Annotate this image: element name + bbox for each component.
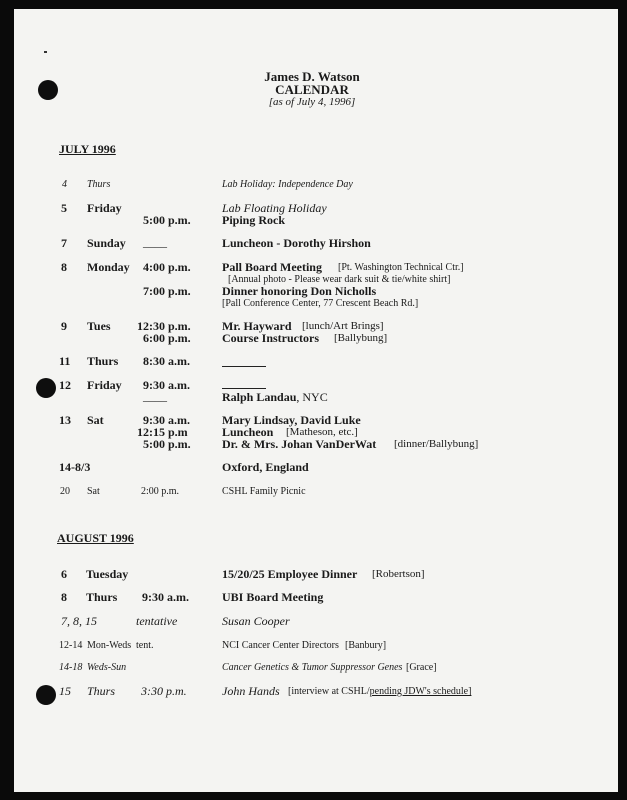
august-heading: AUGUST 1996 xyxy=(57,531,134,545)
jul14-desc: Oxford, England xyxy=(222,460,309,474)
jul12-time2: ____ xyxy=(143,389,167,403)
jul9-dow: Tues xyxy=(87,319,111,333)
aug15-desc: John Hands xyxy=(222,684,280,698)
aug1214-dow: Mon-Weds xyxy=(87,640,132,651)
punch-hole-middle xyxy=(36,378,56,398)
jul7-dow: Sunday xyxy=(87,236,126,250)
jul8-desc2: Dinner honoring Don Nicholls xyxy=(222,284,377,298)
jul14-day: 14-8/3 xyxy=(59,460,91,474)
aug7815-status: tentative xyxy=(136,614,178,628)
jul12-desc2: Ralph Landau xyxy=(222,390,297,404)
aug6-desc: 15/20/25 Employee Dinner xyxy=(222,567,358,581)
aug1214-status: tent. xyxy=(136,640,154,651)
jul11-blank-line xyxy=(222,366,266,367)
aug1418-desc: Cancer Genetics & Tumor Suppressor Genes xyxy=(222,662,403,673)
jul11-time: 8:30 a.m. xyxy=(143,354,190,368)
jul5-time2: 5:00 p.m. xyxy=(143,213,191,227)
jul9-note1: [lunch/Art Brings] xyxy=(302,320,384,332)
header-name: James D. Watson xyxy=(264,69,360,84)
jul11-dow: Thurs xyxy=(87,354,119,368)
header-title: CALENDAR xyxy=(275,82,349,97)
jul13-dow: Sat xyxy=(87,413,104,427)
aug6-note: [Robertson] xyxy=(372,568,425,580)
aug1418-dow: Weds-Sun xyxy=(87,662,127,673)
aug1418-day: 14-18 xyxy=(59,662,83,673)
jul12-note2: , NYC xyxy=(296,390,328,404)
aug8-desc: UBI Board Meeting xyxy=(222,590,324,604)
jul13-day: 13 xyxy=(59,413,71,427)
jul12-time1: 9:30 a.m. xyxy=(143,378,190,392)
aug8-time: 9:30 a.m. xyxy=(142,590,189,604)
jul8-time1: 4:00 p.m. xyxy=(143,260,191,274)
july-heading: JULY 1996 xyxy=(59,142,116,156)
aug1214-day: 12-14 xyxy=(59,640,83,651)
jul13-time3: 5:00 p.m. xyxy=(143,437,191,451)
jul4-day: 4 xyxy=(62,179,67,190)
jul9-day: 9 xyxy=(61,319,67,333)
punch-hole-bottom xyxy=(36,685,56,705)
jul7-day: 7 xyxy=(61,236,67,250)
aug15-note xyxy=(288,686,471,697)
aug15-dow: Thurs xyxy=(87,684,116,698)
aug6-day: 6 xyxy=(61,567,67,581)
calendar-page xyxy=(14,9,618,792)
jul13-time2: 12:15 p.m xyxy=(137,425,188,439)
jul20-time: 2:00 p.m. xyxy=(141,486,180,497)
aug1214-desc: NCI Cancer Center Directors xyxy=(222,640,339,651)
aug8-dow: Thurs xyxy=(86,590,118,604)
header-asof: [as of July 4, 1996] xyxy=(268,96,356,108)
jul12-line2 xyxy=(222,390,328,405)
jul7-desc: Luncheon - Dorothy Hirshon xyxy=(222,236,371,250)
aug8-day: 8 xyxy=(61,590,67,604)
jul5-dow: Friday xyxy=(87,201,122,215)
paper-speck xyxy=(44,51,47,53)
jul8-note1: [Pt. Washington Technical Ctr.] xyxy=(338,262,464,273)
jul20-day: 20 xyxy=(60,486,70,497)
aug15-note-a: [interview at CSHL/ xyxy=(288,686,370,697)
aug15-note-b: pending JDW's schedule] xyxy=(369,686,472,697)
jul12-blank-line xyxy=(222,388,266,389)
aug6-dow: Tuesday xyxy=(86,567,129,581)
aug7815-desc: Susan Cooper xyxy=(222,614,290,628)
jul5-desc1: Lab Floating Holiday xyxy=(222,201,327,215)
jul8-day: 8 xyxy=(61,260,67,274)
jul13-desc3: Dr. & Mrs. Johan VanDerWat xyxy=(222,437,377,451)
jul12-day: 12 xyxy=(59,378,71,392)
aug7815-day: 7, 8, 15 xyxy=(61,614,97,628)
jul13-desc1: Mary Lindsay, David Luke xyxy=(222,413,361,427)
jul20-dow: Sat xyxy=(87,486,100,497)
aug1418-note: [Grace] xyxy=(406,662,437,673)
jul11-day: 11 xyxy=(59,354,71,368)
jul8-time2: 7:00 p.m. xyxy=(143,284,191,298)
jul4-desc: Lab Holiday: Independence Day xyxy=(222,179,353,190)
aug15-time: 3:30 p.m. xyxy=(141,684,187,698)
jul13-time1: 9:30 a.m. xyxy=(143,413,190,427)
jul9-desc2: Course Instructors xyxy=(222,331,319,345)
jul9-note2: [Ballybung] xyxy=(334,332,388,344)
jul12-dow: Friday xyxy=(87,378,122,392)
jul5-desc2: Piping Rock xyxy=(222,213,286,227)
jul4-dow: Thurs xyxy=(87,179,111,190)
aug15-day: 15 xyxy=(59,684,71,698)
jul9-time2: 6:00 p.m. xyxy=(143,331,191,345)
jul7-time: ____ xyxy=(143,235,167,249)
jul20-desc: CSHL Family Picnic xyxy=(222,486,306,497)
jul8-note1b: [Annual photo - Please wear dark suit & tie/white shirt] xyxy=(228,274,451,285)
jul13-note3: [dinner/Ballybung] xyxy=(394,438,479,450)
jul9-desc1: Mr. Hayward xyxy=(222,319,292,333)
jul9-time1: 12:30 p.m. xyxy=(137,319,191,333)
jul8-dow: Monday xyxy=(87,260,130,274)
jul8-desc1: Pall Board Meeting xyxy=(222,260,322,274)
jul8-note2: [Pall Conference Center, 77 Crescent Beach Rd.] xyxy=(222,298,419,309)
aug1214-note: [Banbury] xyxy=(345,640,387,651)
jul5-day: 5 xyxy=(61,201,67,215)
jul13-desc2: Luncheon xyxy=(222,425,274,439)
jul13-note2: [Matheson, etc.] xyxy=(286,426,358,438)
